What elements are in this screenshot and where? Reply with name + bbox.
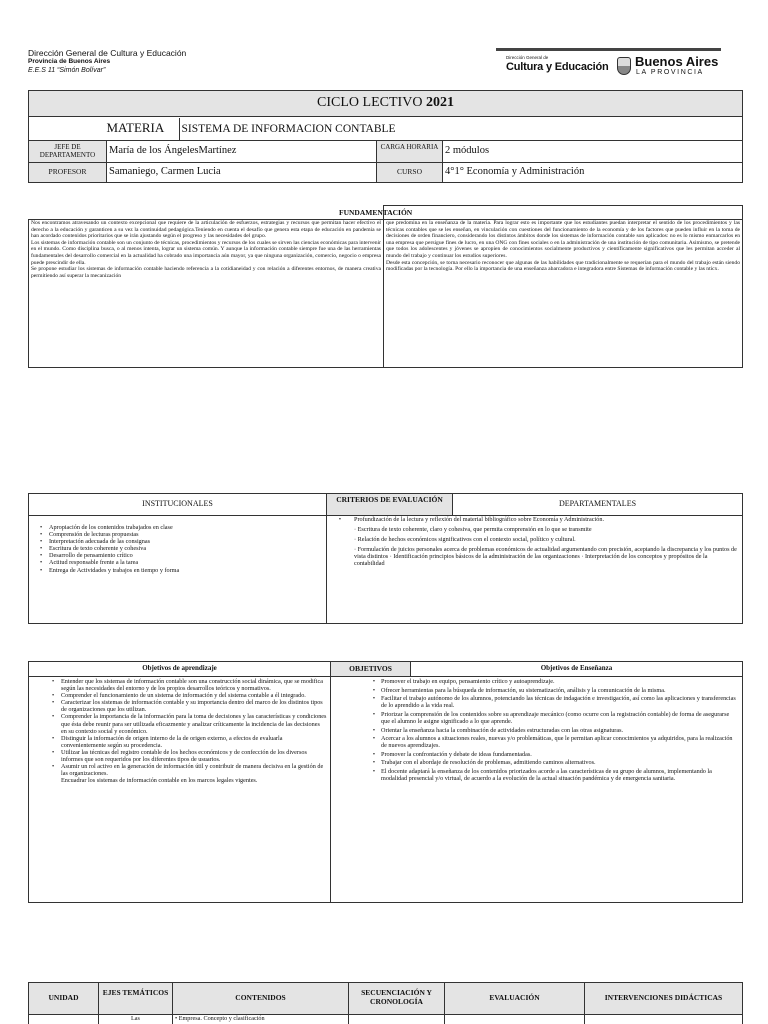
org-line2: Provincia de Buenos Aires — [28, 58, 111, 65]
unidad-table — [28, 982, 743, 1024]
school-name: E.E.S 11 “Simón Bolívar” — [28, 67, 106, 74]
curso-value: 4°1° Economía y Administración — [443, 163, 743, 183]
fundamentacion-title: FUNDAMENTACIÓN — [339, 208, 413, 217]
list-item: • Desarrollo de pensamiento crítico — [39, 552, 324, 559]
list-item: · Relación de hechos económicos significativos con el contexto social, político y cultural. — [354, 536, 576, 544]
logo-province: Buenos Aires — [635, 54, 719, 69]
ensenanza-cell — [331, 677, 743, 903]
row1-contenido: • Empresa. Concepto y clasificación — [173, 1015, 349, 1024]
header-org — [28, 48, 348, 75]
row1-eje: Las — [99, 1015, 173, 1024]
list-item: • Escritura de texto coherente y cohesiva — [39, 545, 324, 552]
ensenanza-label: Objetivos de Enseñanza — [411, 662, 743, 677]
ensenanza-list — [331, 678, 738, 782]
jefe-value: María de los ÁngelesMartínez — [107, 141, 377, 163]
fundamentacion-table — [28, 205, 743, 368]
inst-label: INSTITUCIONALES — [29, 494, 327, 516]
fund-right: que predomina en la enseñanza de la materia. Para lograr esto es importante que los estudiantes puedan interpretar el sentido de los procedimientos y las técnicas contables que se les enseñan, en vinculación con cuestiones del funcionamiento de la economía y de los factores que pueden influir en la toma de decisiones de orden financiero, considerando los distintos ámbitos donde los sistemas de información contable son aplicados: no es lo mismo enmarcarlos en una empresa que persigue fines de lucro, en una ONG con fines sociales o en la administración de una institución de tipo comunitaria. Asimismo, se pretende que todos los adolescentes y jóvenes se apropien de conocimientos socialmente productivos y científicamente significativos que les permitan acceder al mundo del trabajo y continuar los estudios superiores. Desde esta concepción, se torna necesario reconocer que algunas de las habilidades que tradicionalmente se requerían para el mundo del trabajo están siendo modificadas por la tecnología. Por ello la importancia de una enseñanza abarcadora e integradora entre Sistemas de información contable y las nticx. — [384, 220, 743, 368]
list-item: • Distinguir la información de origen interno de la de origen externo, a efectos de evaluarla convenientemente según su procedencia. — [51, 735, 327, 749]
carga-value: 2 módulos — [443, 141, 743, 163]
materia-value: SISTEMA DE INFORMACION CONTABLE — [179, 118, 396, 140]
ciclo-label: CICLO LECTIVO — [317, 95, 423, 110]
list-item: • Profundización de la lectura y reflexión del material bibliográfico sobre Economía y Administración. — [338, 516, 604, 523]
dep-list — [326, 516, 738, 568]
ciclo-year: 2021 — [425, 95, 454, 110]
inst-cell — [29, 516, 327, 624]
aprendizaje-cell — [29, 677, 331, 903]
aprendizaje-label: Objetivos de aprendizaje — [29, 662, 331, 677]
org-line1: Dirección General de Cultura y Educación — [28, 48, 187, 58]
fund-title-cell — [339, 206, 743, 220]
list-item: • Asumir un rol activo en la generación de información útil y contribuir de manera decisiva en la gestión de las organizaciones. — [51, 763, 327, 777]
list-item: • Interpretación adecuada de las consignas — [39, 538, 324, 545]
list-item: • Entrega de Actividades y trabajos en tiempo y forma — [39, 567, 324, 574]
col-ejes: EJES TEMÁTICOS — [99, 983, 173, 1015]
jefe-label: JEFE DE DEPARTAMENTO — [29, 141, 107, 163]
aprendizaje-list — [31, 678, 327, 777]
list-item: · Formulación de juicios personales acerca de problemas económicos de actualidad argumentando con precisión, aceptando la discrepancia y los puntos de vista distintos · Identificación principios básicos de la administración de las organizaciones · Interpretación de los conceptos y propósitos de la contabilidad — [354, 546, 737, 568]
ciclo-title — [29, 91, 743, 117]
dep-label: DEPARTAMENTALES — [453, 494, 743, 516]
province-logo — [496, 48, 721, 78]
carga-label: CARGA HORARIA — [377, 141, 443, 163]
col-unidad: UNIDAD — [29, 983, 99, 1015]
list-item: • Orientar la enseñanza hacia la combinación de actividades estructuradas con las otras asignaturas. — [372, 726, 624, 734]
list-item: • Comprender la importancia de la información para la toma de decisiones y las características y condiciones que ésta debe reunir para ser utilizada eficazmente y analizar críticamente la incidencia de las decisiones en su contexto social y económico. — [51, 713, 327, 734]
list-item: • Actitud responsable frente a la tarea — [39, 559, 324, 566]
fund-left: Nos encontramos atravesando un contexto excepcional que requiere de la articulación de esfuerzos, estrategias y recursos que permitan hacer efectivo el derecho a la educación y garanticen a su vez la continuidad pedagógica.Teniendo en cuenta el desafío que genera esta etapa de educación en pandemia se han acordado contenidos prioritarios que se irán ajustando según el progreso y las necesidades del grupo. Los sistemas de información contable son un conjunto de técnicas, procedimientos y recursos de los cuales se sirven las ciencias económicas para intervenir en el mundo. Como disciplina busca, o al menos intenta, lograr un sistema común. Y aunque la información contable siempre fue una de las herramientas fundamentales del desarrollo comercial en la actualidad ha cobrado una importancia aún mayor, ya que ninguna organización, comercio, negocio o empresa puede prescindir de ella. Se propone estudiar los sistemas de información contable haciendo referencia a la cotidianeidad y con relación a diferentes entornos, de manera creativa permitiendo así superar la mecanización — [29, 220, 384, 368]
col-secuenciacion: SECUENCIACIÓN Y CRONOLOGÍA — [349, 983, 445, 1015]
list-item: · Escritura de texto coherente, claro y cohesiva, que permita comprensión en lo que se transmite — [354, 526, 592, 534]
logo-small: Dirección General de — [506, 55, 549, 60]
list-item: • Comprensión de lecturas propuestas — [39, 531, 324, 538]
objetivos-table — [28, 661, 743, 903]
list-item: • Utilizar las técnicas del registro contable de los hechos económicos y de confección de los diversos informes que son requeridos por los diferentes tipos de usuarios. — [51, 749, 327, 763]
list-item: • Priorizar la comprensión de los contenidos sobre su aprendizaje mecánico (como ocurre con la registración contable) de forma de asegurarse que el alumno le asigne significado a lo que aprende. — [372, 710, 730, 725]
col-intervenciones: INTERVENCIONES DIDÁCTICAS — [585, 983, 743, 1015]
col-contenidos: CONTENIDOS — [173, 983, 349, 1015]
list-item: • Apropiación de los contenidos trabajados en clase — [39, 524, 324, 531]
list-item: • Acercar a los alumnos a situaciones reales, nuevas y/o problemáticas, que le permitan aplicar conocimientos ya adquiridos, para la realización de nuevos aprendizajes. — [372, 735, 733, 750]
list-item: • Ofrecer herramientas para la búsqueda de información, su sistematización, análisis y la comunicación de la misma. — [372, 686, 666, 694]
list-item: • Facilitar el trabajo autónomo de los alumnos, potenciando las técnicas de indagación e investigación, así como las aplicaciones y transferencias de lo aprendido a la vida real. — [372, 695, 736, 710]
materia-row — [107, 117, 743, 141]
materia-label: MATERIA — [106, 120, 165, 135]
criterios-title: CRITERIOS DE EVALUACIÓN — [327, 494, 453, 516]
list-item: • Promover el trabajo en equipo, pensamiento crítico y autoaprendizaje. — [372, 678, 555, 685]
dep-cell — [327, 516, 743, 624]
list-item: • Promover la confrontación y debate de ideas fundamentadas. — [372, 750, 532, 758]
logo-sub: LA PROVINCIA — [636, 69, 704, 76]
list-item: • Comprender el funcionamiento de un sistema de información y del sistema contable a él integrado. — [51, 692, 327, 699]
profesor-value: Samaniego, Carmen Lucia — [107, 163, 377, 183]
logo-main: Cultura y Educación — [506, 61, 609, 73]
list-item: • Caracterizar los sistemas de información contable y su importancia dentro del marco de los distintos tipos de organizaciones que los utilizan. — [51, 699, 327, 713]
criterios-table — [28, 493, 743, 624]
list-item: • Trabajar con el abordaje de resolución de problemas, admitiendo caminos alternativos. — [372, 759, 596, 767]
ciclo-table — [28, 90, 743, 183]
list-item: • Entender que los sistemas de información contable son una construcción social dinámica, que se modifica según las necesidades del entorno y de los propios desarrollos teóricos y normativos. — [51, 678, 327, 692]
aprendizaje-extra: Encuadrar los sistemas de información contable en los marcos legales vigentes. — [61, 777, 258, 785]
inst-list — [31, 524, 324, 574]
list-item: • El docente adaptará la enseñanza de los contenidos priorizados acorde a las características de su grupo de alumnos, implementando la modalidad presencial y/o virtual, de acuerdo a la evolución de la actual situación pandémica y de emergencia sanitaria. — [372, 768, 712, 783]
col-evaluacion: EVALUACIÓN — [445, 983, 585, 1015]
profesor-label: PROFESOR — [29, 163, 107, 183]
curso-label: CURSO — [377, 163, 443, 183]
shield-icon — [617, 57, 631, 75]
objetivos-title: OBJETIVOS — [331, 662, 411, 677]
